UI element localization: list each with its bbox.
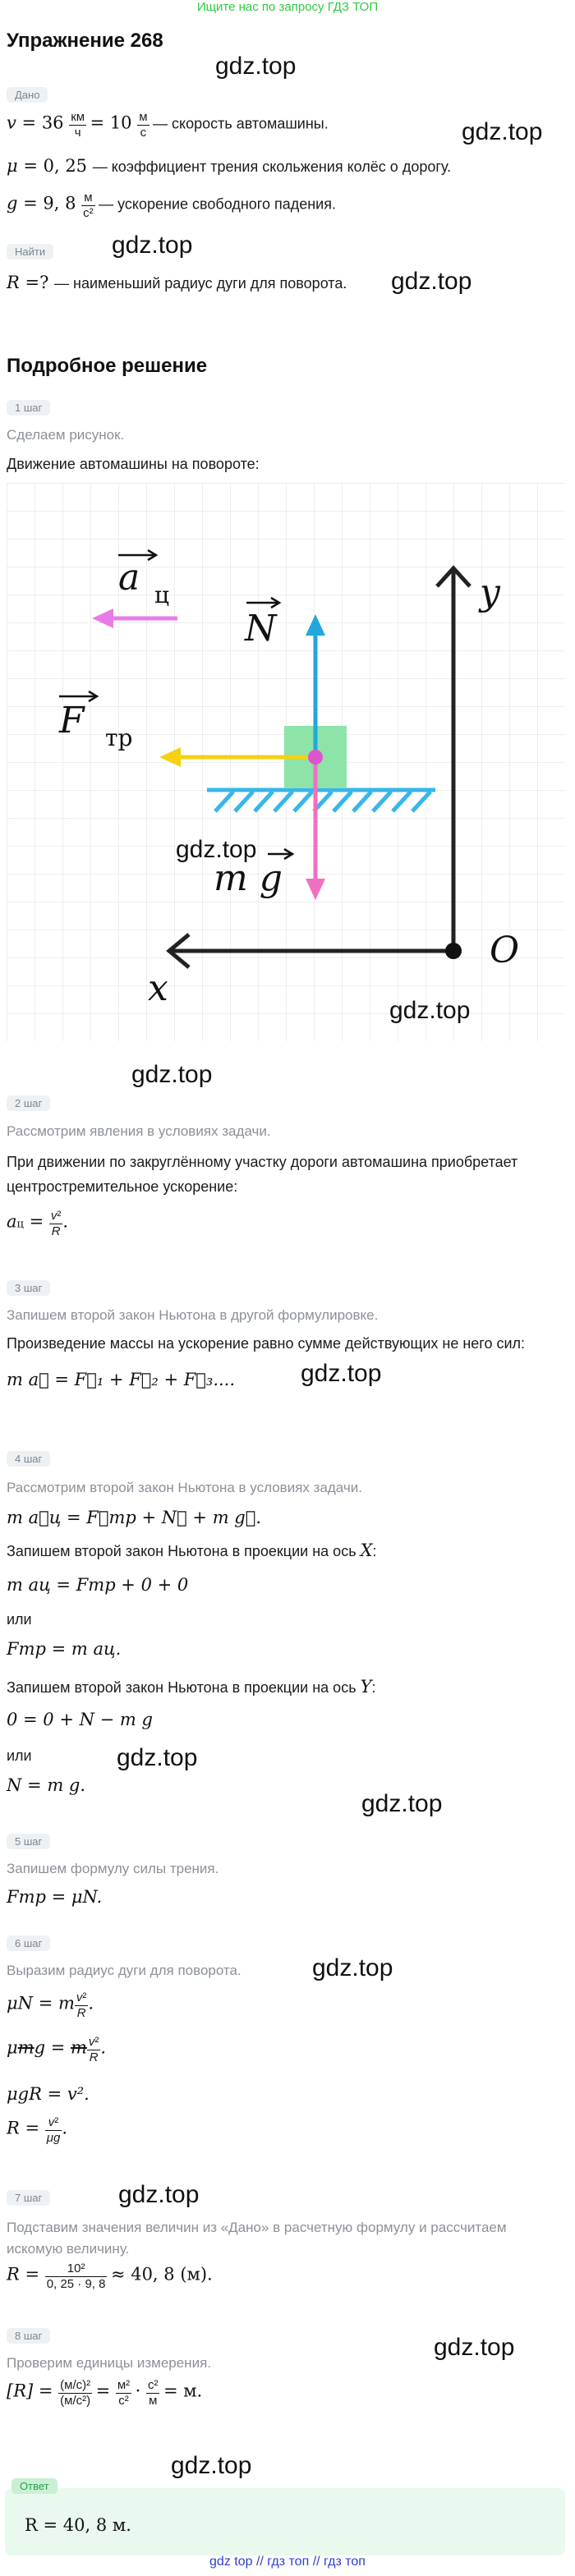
label-a: a xyxy=(118,557,140,599)
watermark: gdz.top xyxy=(118,2181,200,2208)
solution-title: Подробное решение xyxy=(7,355,208,377)
step-text: При движении по закруглённому участку дороги автомашина приобретает центростремительное ускорение: xyxy=(7,1154,518,1195)
step-lead: Запишем второй закон Ньютона в другой формулировке. xyxy=(7,1307,379,1323)
step-badge: 1 шаг xyxy=(7,400,50,416)
origin-point xyxy=(445,943,462,959)
formula-friction-force: Fтр = μN. xyxy=(7,1887,103,1907)
center-of-mass-dot xyxy=(308,750,323,765)
watermark: gdz.top xyxy=(215,53,297,80)
watermark: gdz.top xyxy=(434,2334,515,2361)
step-text-y: Запишем второй закон Ньютона в проекции на ось Y: xyxy=(7,1677,376,1697)
step-lead: Рассмотрим явления в условиях задачи. xyxy=(7,1123,271,1139)
step-badge: 3 шаг xyxy=(7,1280,50,1296)
step-lead: Запишем формулу силы трения. xyxy=(7,1861,219,1876)
answer-value: R = 40, 8 м. xyxy=(25,2515,131,2535)
label-x: x xyxy=(148,967,168,1009)
find-line: R =? — наименьший радиус дуги для поворота. xyxy=(7,273,347,292)
given-badge: Дано xyxy=(7,87,48,103)
formula-y-proj: 0 = 0 + N − m g xyxy=(7,1710,153,1729)
step-badge: 4 шаг xyxy=(7,1451,50,1467)
step-badge: 8 шаг xyxy=(7,2328,50,2344)
watermark: gdz.top xyxy=(176,836,257,863)
step-text: Произведение массы на ускорение равно сумме действующих не него сил: xyxy=(7,1335,526,1352)
step-lead: Проверим единицы измерения. xyxy=(7,2355,211,2371)
formula-derive-2: μmg = m $\frac{\text{v²}}{R}$ . xyxy=(7,2035,107,2064)
step-lead: Сделаем рисунок. xyxy=(7,427,125,443)
watermark: gdz.top xyxy=(391,268,472,295)
formula-derive-3: μgR = v². xyxy=(7,2084,90,2104)
watermark: gdz.top xyxy=(389,997,471,1024)
answer-badge: Ответ xyxy=(12,2478,58,2494)
force-diagram xyxy=(7,483,565,1041)
watermark: gdz.top xyxy=(131,1061,213,1088)
step-text-x: Запишем второй закон Ньютона в проекции на ось X: xyxy=(7,1541,377,1560)
formula-newton-general: m a⃗ = F⃗₁ + F⃗₂ + F⃗₃.... xyxy=(7,1370,236,1389)
formula-x-proj: m aц = Fтр + 0 + 0 xyxy=(7,1575,189,1595)
watermark: gdz.top xyxy=(171,2452,252,2479)
formula-derive-1: μN = m $\frac{\text{v²}}{R}$ . xyxy=(7,1991,94,2020)
watermark: gdz.top xyxy=(361,1790,443,1817)
formula-friction-eq: Fтр = m aц. xyxy=(7,1639,122,1659)
watermark: gdz.top xyxy=(112,232,193,259)
find-badge: Найти xyxy=(7,244,53,259)
formula-centripetal: aц = $\frac{\text{v²}}{R}$ . xyxy=(7,1209,69,1238)
step-badge: 7 шаг xyxy=(7,2190,50,2206)
step-badge: 2 шаг xyxy=(7,1095,50,1111)
watermark: gdz.top xyxy=(462,118,543,145)
or-text: или xyxy=(7,1747,32,1764)
page-title: Упражнение 268 xyxy=(7,30,163,52)
step-text: Движение автомашины на повороте: xyxy=(7,456,260,472)
formula-radius: R = $\frac{\text{v²}}{\mu g}$ . xyxy=(7,2115,68,2145)
formula-calc: R = $\frac{\text{10²}}{0, 25 \cdot 9, 8}$ ≈ 40, 8 (м). xyxy=(7,2261,213,2291)
footer-links[interactable]: gdz top // гдз топ // гдз топ xyxy=(209,2555,366,2569)
label-F-sub: тр xyxy=(105,724,133,751)
label-N: N xyxy=(245,608,277,650)
formula-normal-eq: N = m g. xyxy=(7,1775,86,1795)
step-badge: 5 шаг xyxy=(7,1834,50,1849)
step-badge: 6 шаг xyxy=(7,1935,50,1951)
watermark: gdz.top xyxy=(301,1360,382,1387)
label-a-sub: ц xyxy=(154,581,170,608)
label-F: F xyxy=(59,700,85,742)
watermark: gdz.top xyxy=(117,1744,198,1771)
label-O: O xyxy=(490,930,520,971)
watermark: gdz.top xyxy=(312,1954,393,1981)
given-line-g: g = 9, 8 $\frac{м}{\text{с²}}$ — ускорение свободного падения. xyxy=(7,191,336,220)
formula-newton-vector: m a⃗ц = F⃗тр + N⃗ + m g⃗. xyxy=(7,1508,262,1527)
step-lead: Выразим радиус дуги для поворота. xyxy=(7,1963,242,1978)
given-line-mu: μ = 0, 25 — коэффициент трения скольжения колёс о дорогу. xyxy=(7,156,452,176)
formula-units: [R] = $\frac{\text{(м/с)²}}{\text{(м/с²)}}$ = $\frac{\text{м²}}{\text{с²}}$ · $\frac{\text{с²}}{м}$ = м. xyxy=(7,2378,203,2408)
given-line-speed: v = 36 $\frac{км}{ч}$ = 10 $\frac{м}{с}$ — скорость автомашины. xyxy=(7,110,329,140)
or-text: или xyxy=(7,1611,32,1628)
label-y: y xyxy=(480,572,500,613)
label-mg: m g xyxy=(214,857,283,899)
step-lead: Подставим значения величин из «Дано» в расчетную формулу и рассчитаем искомую величину. xyxy=(7,2220,507,2257)
top-banner-link[interactable]: Ищите нас по запросу ГДЗ ТОП xyxy=(196,0,379,14)
step-lead: Рассмотрим второй закон Ньютона в условиях задачи. xyxy=(7,1480,362,1495)
